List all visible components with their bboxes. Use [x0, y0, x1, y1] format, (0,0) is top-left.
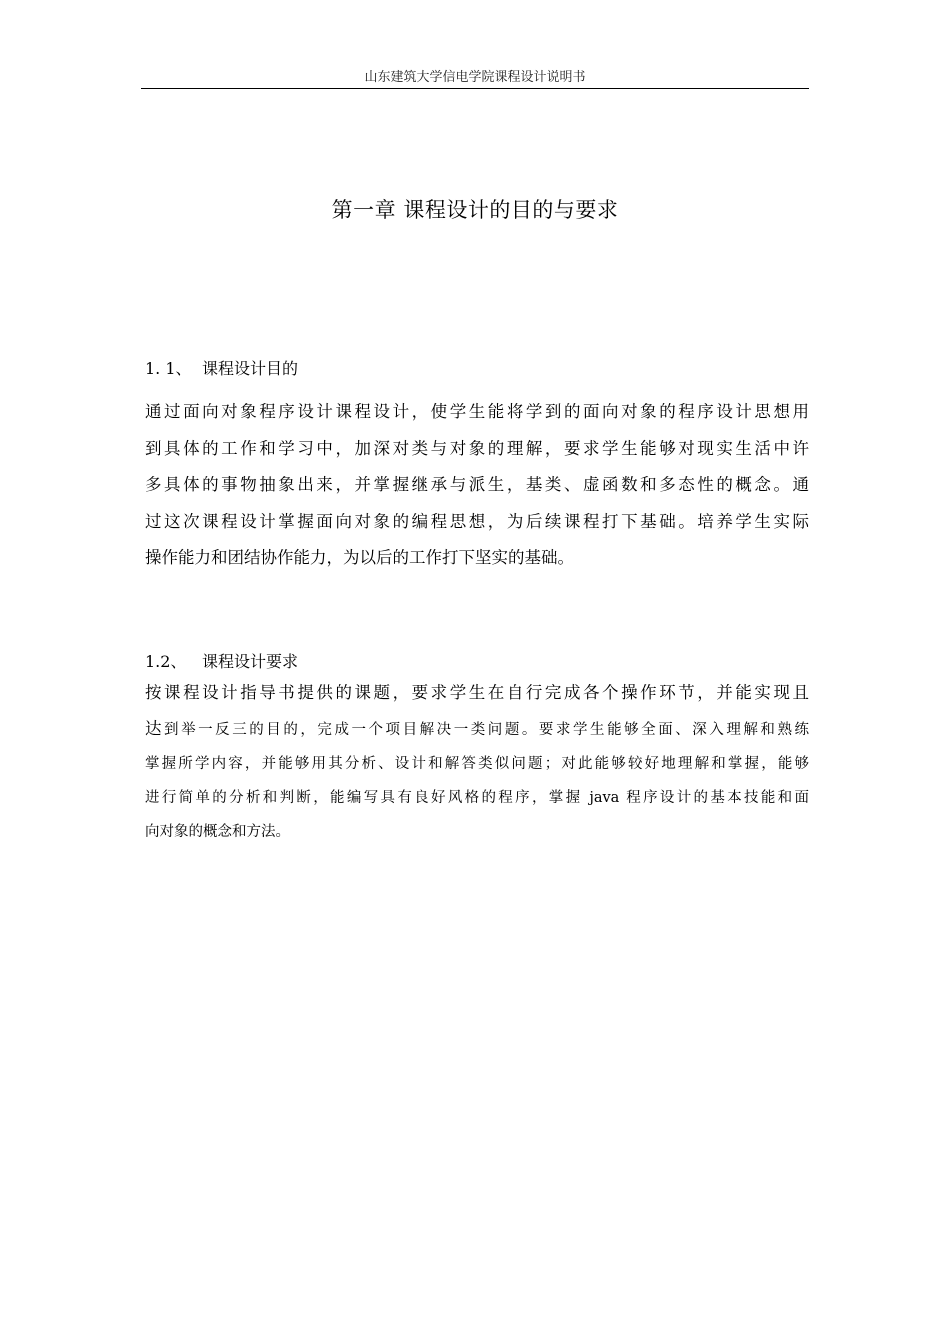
section-heading-1-2 [145, 651, 298, 673]
header-rule [141, 88, 809, 89]
section-heading-1-1 [145, 358, 298, 380]
paragraph-text: 到举一反三的目的，完成一个项目解决一类问题。要求学生能够全面、深入理解和熟练 [164, 722, 810, 738]
paragraph-line: 多具体的事物抽象出来，并掌握继承与派生，基类、虚函数和多态性的概念。通 [145, 475, 809, 494]
section-1-1-paragraph [145, 394, 809, 577]
paragraph-line [145, 712, 809, 747]
chapter-title: 第一章 课程设计的目的与要求 [331, 198, 619, 222]
paragraph-line: 按课程设计指导书提供的课题，要求学生在自行完成各个操作环节，并能实现且 [145, 683, 809, 702]
paragraph-line: 掌握所学内容，并能够用其分析、设计和解答类似问题；对此能够较好地理解和掌握，能够 [145, 756, 809, 772]
paragraph-line: 进行简单的分析和判断，能编写具有良好风格的程序，掌握 java 程序设计的基本技能和面 [145, 790, 809, 806]
paragraph-line: 通过面向对象程序设计课程设计，使学生能将学到的面向对象的程序设计思想用 [145, 402, 809, 421]
paragraph-text-large: 达 [145, 719, 165, 738]
paragraph-line: 操作能力和团结协作能力，为以后的工作打下坚实的基础。 [145, 548, 574, 567]
running-header: 山东建筑大学信电学院课程设计说明书 [364, 70, 586, 85]
section-title: 课程设计要求 [202, 652, 299, 671]
section-title: 课程设计目的 [202, 359, 299, 378]
paragraph-line: 过这次课程设计掌握面向对象的编程思想，为后续课程打下基础。培养学生实际 [145, 511, 809, 531]
paragraph-line: 向对象的概念和方法。 [145, 824, 290, 840]
section-number: 1. 1、 [145, 359, 192, 378]
section-number: 1.2、 [145, 652, 187, 671]
section-1-2-paragraph [145, 712, 809, 849]
paragraph-line: 到具体的工作和学习中，加深对类与对象的理解，要求学生能够对现实生活中许 [145, 438, 809, 458]
